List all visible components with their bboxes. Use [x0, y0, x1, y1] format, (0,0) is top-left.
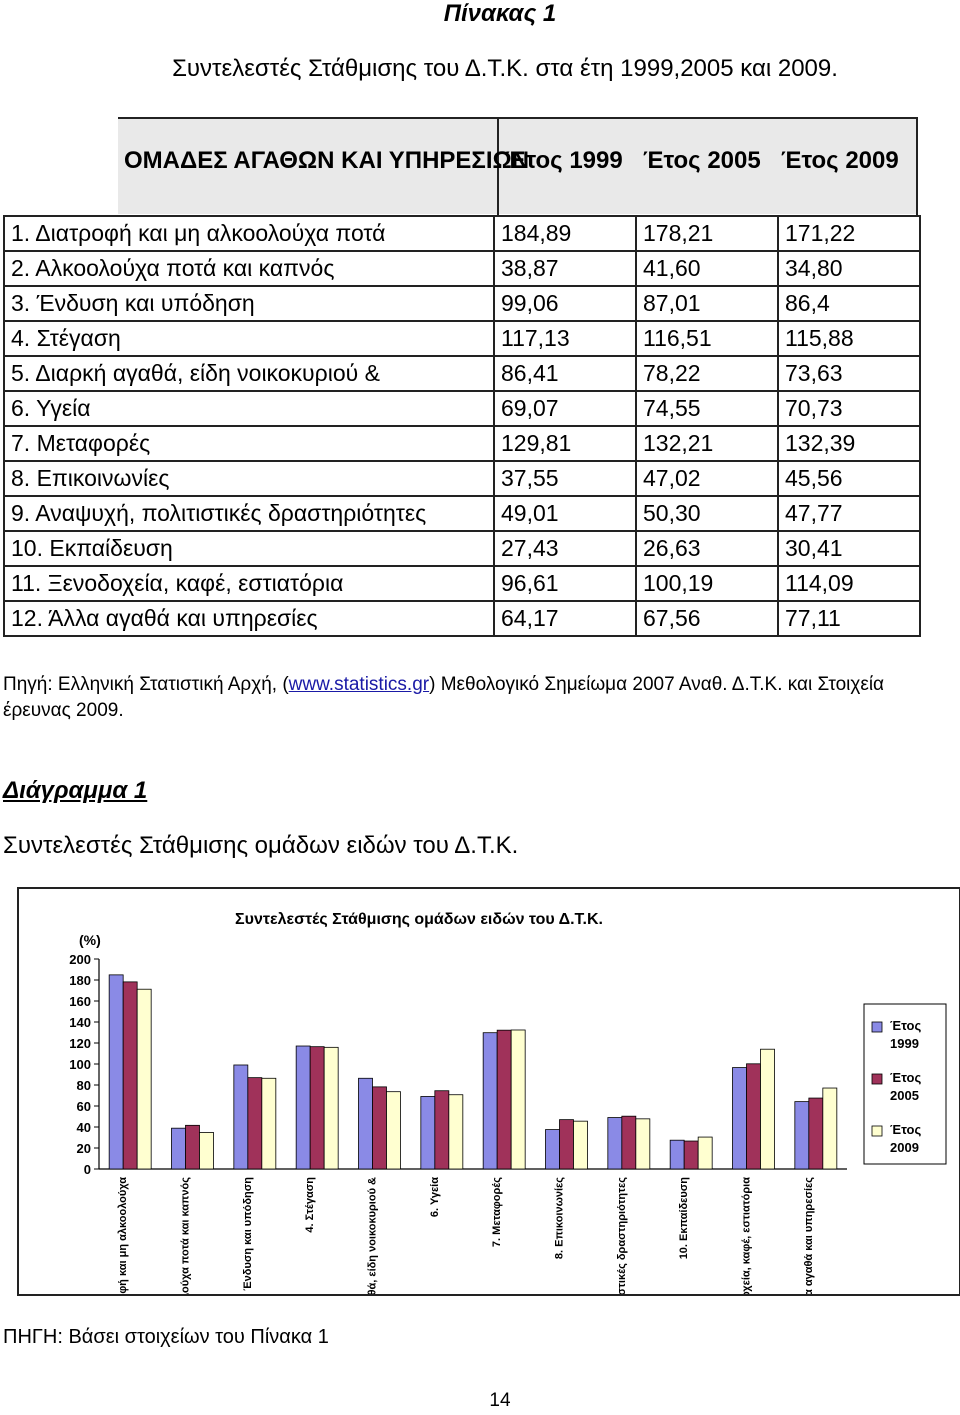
legend-label-line1: Έτος [890, 1018, 922, 1033]
bar [421, 1096, 435, 1169]
x-category-label: 6. Υγεία [428, 1177, 441, 1218]
legend-swatch [872, 1074, 882, 1084]
group-name-cell: 7. Μεταφορές [4, 426, 494, 461]
source-prefix: Πηγή: Ελληνική Στατιστική Αρχή, ( [3, 674, 289, 695]
x-category-label: 8. Επικοινωνίες [553, 1177, 566, 1260]
bar [795, 1102, 809, 1169]
weight-value-cell: 129,81 [494, 426, 636, 461]
x-category-label: 10. Εκπαίδευση [678, 1177, 691, 1260]
weight-value-cell: 50,30 [636, 496, 778, 531]
group-name-cell: 10. Εκπαίδευση [4, 531, 494, 566]
table-row [4, 286, 920, 321]
source-note [3, 672, 953, 724]
legend-label-line2: 1999 [890, 1036, 919, 1051]
weight-value-cell: 67,56 [636, 601, 778, 636]
y-axis-label: (%) [79, 932, 101, 948]
weights-table [3, 215, 921, 637]
weight-value-cell: 73,63 [778, 356, 920, 391]
group-name-cell: 2. Αλκοολούχα ποτά και καπνός [4, 251, 494, 286]
y-tick-label: 40 [76, 1120, 91, 1135]
group-name-cell: 4. Στέγαση [4, 321, 494, 356]
bar [560, 1120, 574, 1169]
column-header-1999: Έτος 1999 [505, 147, 623, 174]
x-category-label: 3. Ένδυση και υπόδηση [241, 1177, 254, 1294]
weight-value-cell: 86,41 [494, 356, 636, 391]
bar [684, 1141, 698, 1169]
bar [373, 1087, 387, 1169]
table-row [4, 426, 920, 461]
bar [574, 1121, 588, 1169]
group-name-cell: 8. Επικοινωνίες [4, 461, 494, 496]
weight-value-cell: 41,60 [636, 251, 778, 286]
group-name-cell: 11. Ξενοδοχεία, καφέ, εστιατόρια [4, 566, 494, 601]
weight-value-cell: 47,77 [778, 496, 920, 531]
bar [234, 1065, 248, 1169]
bar [359, 1078, 373, 1169]
bar [449, 1095, 463, 1169]
weight-value-cell: 132,21 [636, 426, 778, 461]
chart-frame [17, 887, 960, 1296]
legend-swatch [872, 1022, 882, 1032]
table-row [4, 566, 920, 601]
x-category-label: 1. Διατροφή και μη αλκοολούχα [117, 1177, 130, 1294]
weight-value-cell: 49,01 [494, 496, 636, 531]
bar [622, 1116, 636, 1169]
bar [324, 1047, 338, 1169]
bar [809, 1098, 823, 1169]
bar [608, 1118, 622, 1169]
weight-value-cell: 96,61 [494, 566, 636, 601]
weight-value-cell: 27,43 [494, 531, 636, 566]
bar [248, 1078, 262, 1169]
bar [123, 982, 137, 1169]
table-row [4, 461, 920, 496]
weight-value-cell: 74,55 [636, 391, 778, 426]
y-tick-label: 60 [76, 1099, 91, 1114]
weight-value-cell: 45,56 [778, 461, 920, 496]
weight-value-cell: 171,22 [778, 216, 920, 251]
weight-value-cell: 132,39 [778, 426, 920, 461]
weight-value-cell: 178,21 [636, 216, 778, 251]
weight-value-cell: 114,09 [778, 566, 920, 601]
weight-value-cell: 100,19 [636, 566, 778, 601]
legend-label-line1: Έτος [890, 1122, 922, 1137]
bar [296, 1046, 310, 1169]
bar [109, 975, 123, 1169]
bar [546, 1130, 560, 1169]
weight-value-cell: 30,41 [778, 531, 920, 566]
column-header-groups: ΟΜΑΔΕΣ ΑΓΑΘΩΝ ΚΑΙ ΥΠΗΡΕΣΙΩΝ [124, 147, 530, 174]
bar [823, 1088, 837, 1169]
x-category-label: 5. Διαρκή αγαθά, είδη νοικοκυριού & [366, 1177, 379, 1294]
group-name-cell: 1. Διατροφή και μη αλκοολούχα ποτά [4, 216, 494, 251]
y-tick-label: 160 [69, 994, 91, 1009]
group-name-cell: 9. Αναψυχή, πολιτιστικές δραστηριότητες [4, 496, 494, 531]
table-row [4, 601, 920, 636]
bar [200, 1132, 214, 1169]
weight-value-cell: 47,02 [636, 461, 778, 496]
bar [137, 989, 151, 1169]
bar [435, 1091, 449, 1169]
group-name-cell: 3. Ένδυση και υπόδηση [4, 286, 494, 321]
x-category-label: 2. Αλκοολούχα ποτά και καπνός [179, 1177, 192, 1294]
bar [310, 1047, 324, 1169]
weight-value-cell: 77,11 [778, 601, 920, 636]
y-tick-label: 100 [69, 1057, 91, 1072]
bar [733, 1068, 747, 1169]
table-row [4, 496, 920, 531]
bar [670, 1140, 684, 1169]
bar [262, 1078, 276, 1169]
y-tick-label: 180 [69, 973, 91, 988]
bar [172, 1128, 186, 1169]
weight-value-cell: 87,01 [636, 286, 778, 321]
bar [636, 1119, 650, 1169]
weight-value-cell: 115,88 [778, 321, 920, 356]
legend-label-line1: Έτος [890, 1070, 922, 1085]
weight-value-cell: 38,87 [494, 251, 636, 286]
y-tick-label: 20 [76, 1141, 91, 1156]
table-row [4, 321, 920, 356]
group-name-cell: 5. Διαρκή αγαθά, είδη νοικοκυριού & [4, 356, 494, 391]
bar [747, 1064, 761, 1169]
weight-value-cell: 34,80 [778, 251, 920, 286]
weight-value-cell: 69,07 [494, 391, 636, 426]
group-name-cell: 12. Άλλα αγαθά και υπηρεσίες [4, 601, 494, 636]
page-number: 14 [489, 1390, 511, 1411]
y-tick-label: 80 [76, 1078, 91, 1093]
table-row [4, 251, 920, 286]
legend-label-line2: 2005 [890, 1088, 919, 1103]
weight-value-cell: 78,22 [636, 356, 778, 391]
legend-swatch [872, 1126, 882, 1136]
y-tick-label: 140 [69, 1015, 91, 1030]
x-category-label: 4. Στέγαση [304, 1177, 317, 1233]
bar [761, 1049, 775, 1169]
group-name-cell: 6. Υγεία [4, 391, 494, 426]
table-caption: Συντελεστές Στάθμισης του Δ.Τ.Κ. στα έτη 1999,2005 και 2009. [172, 55, 838, 82]
y-tick-label: 120 [69, 1036, 91, 1051]
table-heading: Πίνακας 1 [443, 0, 557, 27]
chart-title: Συντελεστές Στάθμισης ομάδων ειδών του Δ.Τ.Κ. [235, 911, 603, 928]
statistics-link[interactable]: www.statistics.gr [288, 674, 430, 695]
table-row [4, 356, 920, 391]
x-category-label: 7. Μεταφορές [491, 1177, 504, 1248]
x-category-label: 9. Αναψυχή, πολιτιστικές δραστηριότητες [615, 1177, 628, 1294]
bar [483, 1033, 497, 1169]
x-category-label: 11. Ξενοδοχεία, καφέ, εστιατόρια [740, 1177, 753, 1294]
y-tick-label: 200 [69, 952, 91, 967]
header-divider [916, 117, 918, 215]
weight-value-cell: 70,73 [778, 391, 920, 426]
bar [387, 1092, 401, 1169]
x-category-label: 12. Άλλα αγαθά και υπηρεσίες [802, 1177, 815, 1294]
legend-label-line2: 2009 [890, 1140, 919, 1155]
table-row [4, 391, 920, 426]
chart-source: ΠΗΓΗ: Βάσει στοιχείων του Πίνακα 1 [3, 1326, 329, 1348]
weight-value-cell: 99,06 [494, 286, 636, 321]
bar-chart [19, 889, 959, 1294]
weight-value-cell: 37,55 [494, 461, 636, 496]
weight-value-cell: 117,13 [494, 321, 636, 356]
bar [186, 1125, 200, 1169]
diagram-caption: Συντελεστές Στάθμισης ομάδων ειδών του Δ.Τ.Κ. [3, 832, 519, 859]
weight-value-cell: 26,63 [636, 531, 778, 566]
bar [497, 1030, 511, 1169]
weight-value-cell: 116,51 [636, 321, 778, 356]
column-header-2005: Έτος 2005 [643, 147, 761, 174]
diagram-heading: Διάγραμμα 1 [3, 777, 148, 804]
bar [698, 1137, 712, 1169]
weight-value-cell: 86,4 [778, 286, 920, 321]
weight-value-cell: 184,89 [494, 216, 636, 251]
table-row [4, 216, 920, 251]
weight-value-cell: 64,17 [494, 601, 636, 636]
y-tick-label: 0 [83, 1162, 91, 1177]
column-header-2009: Έτος 2009 [781, 147, 899, 174]
table-row [4, 531, 920, 566]
bar [511, 1030, 525, 1169]
source-suffix: ) Μεθολογικό Σημείωμα 2007 Αναθ. Δ.Τ.Κ. και Στοιχεία έρευνας 2009. [3, 674, 885, 721]
